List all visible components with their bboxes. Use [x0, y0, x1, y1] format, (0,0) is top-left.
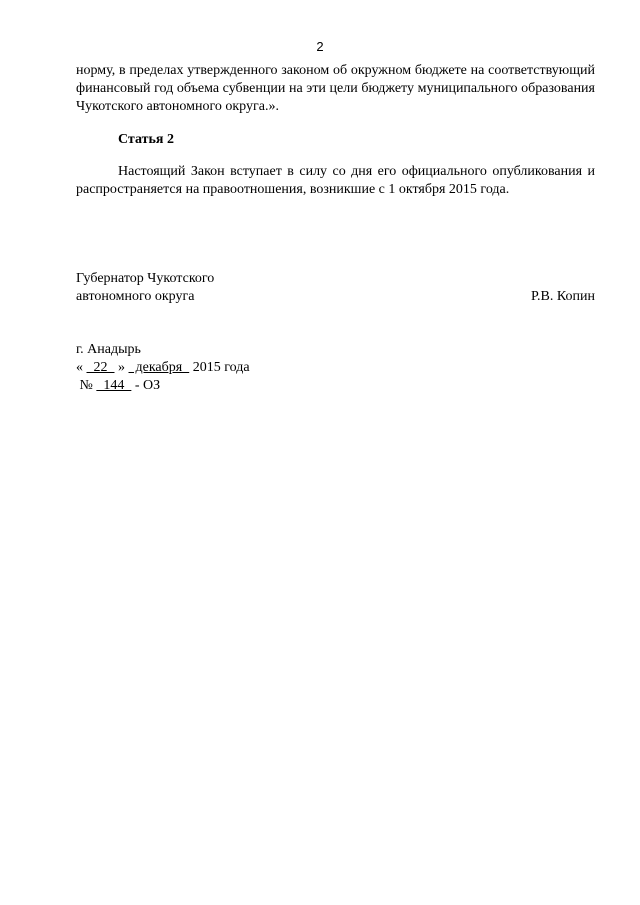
article-heading: Статья 2: [118, 132, 174, 147]
law-number: 144: [96, 378, 132, 393]
law-number-line: [76, 377, 376, 395]
number-sign: №: [79, 378, 93, 393]
signature-row: [76, 288, 595, 306]
article-2-paragraph: Настоящий Закон вступает в силу со дня его официального опубликования и распространяется на правоотношения, возникшие с 1 октября 2015 года.: [76, 164, 595, 197]
issue-year: 2015 года: [192, 360, 250, 375]
issue-block: [76, 341, 376, 395]
issue-day: 22: [86, 360, 115, 375]
issue-date: [76, 359, 376, 377]
signatory-title-line-2: автономного округа: [76, 289, 195, 304]
law-number-suffix: - ОЗ: [134, 378, 161, 393]
issue-city: г. Анадырь: [76, 342, 141, 357]
issue-month: декабря: [128, 360, 190, 375]
page-number: 2: [316, 39, 324, 54]
signatory-name: Р.В. Копин: [531, 289, 595, 304]
signatory-title-line-1: Губернатор Чукотского: [76, 271, 215, 286]
quote-open: «: [76, 360, 83, 375]
paragraph-continuation: норму, в пределах утвержденного законом об окружном бюджете на соответствующий финансовый год объема субвенции на эти цели бюджету муниципального образования Чукотского автономного округа.».: [76, 63, 595, 114]
signature-block: [76, 270, 595, 306]
quote-close: »: [118, 360, 125, 375]
